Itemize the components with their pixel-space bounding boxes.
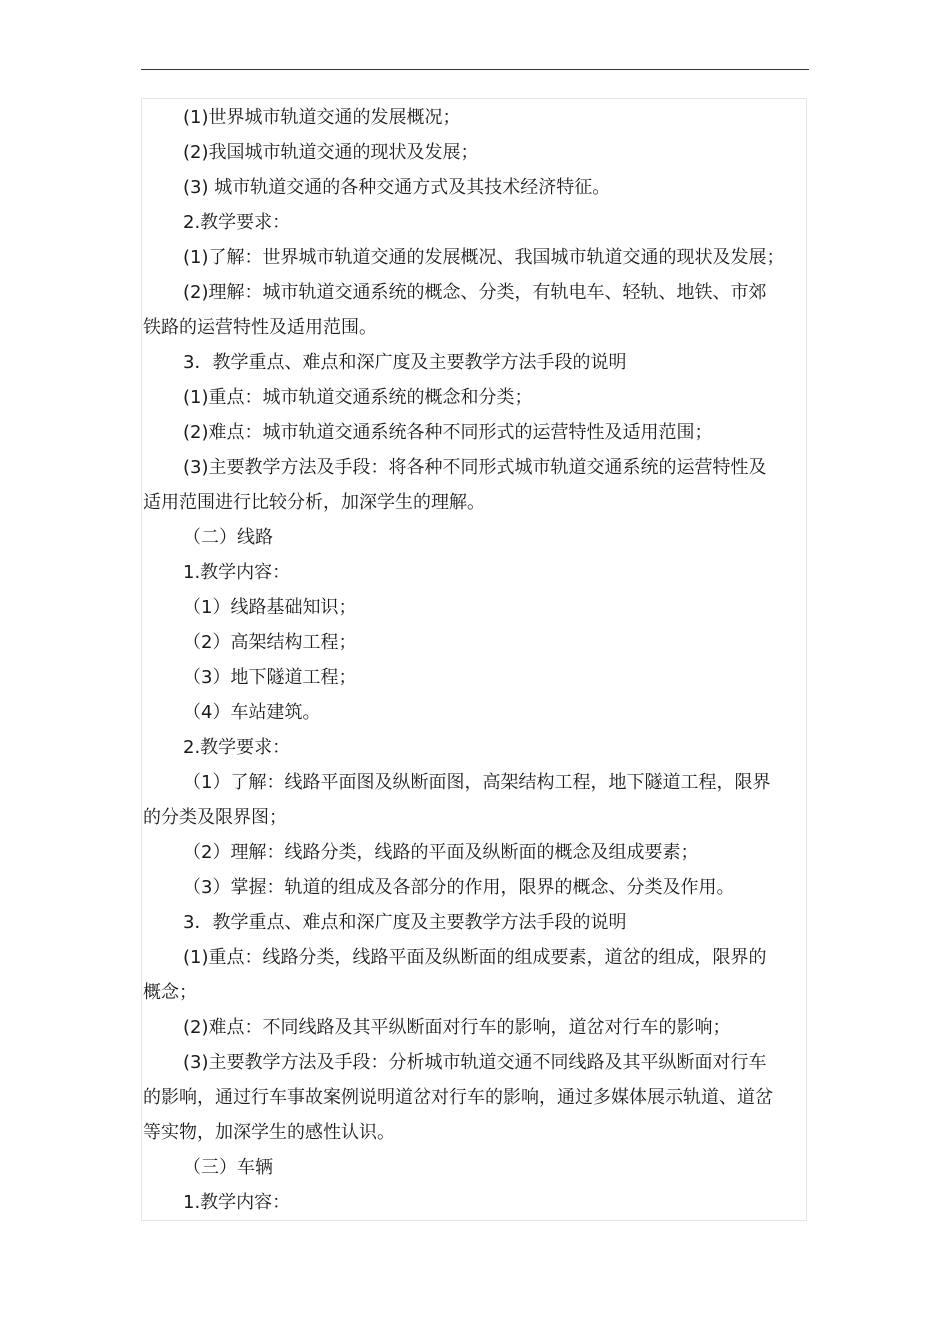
text-line: 适用范围进行比较分析，加深学生的理解。 [143, 492, 485, 513]
text-line: (3)主要教学方法及手段：将各种不同形式城市轨道交通系统的运营特性及 [183, 457, 767, 478]
section-subheading: 3．教学重点、难点和深广度及主要教学方法手段的说明 [183, 912, 627, 933]
text-line: （1）了解：线路平面图及纵断面图，高架结构工程，地下隧道工程，限界 [183, 772, 771, 793]
text-line: 等实物，加深学生的感性认识。 [143, 1122, 395, 1143]
section-subheading: 2.教学要求： [183, 737, 291, 758]
text-line: (2)难点：不同线路及其平纵断面对行车的影响，道岔对行车的影响； [183, 1017, 731, 1038]
text-line: 的影响，通过行车事故案例说明道岔对行车的影响，通过多媒体展示轨道、道岔 [143, 1087, 773, 1108]
text-line: (2)我国城市轨道交通的现状及发展； [183, 142, 479, 163]
text-line: （4）车站建筑。 [183, 702, 321, 723]
text-line: (1)重点：城市轨道交通系统的概念和分类； [183, 387, 533, 408]
text-line: （2）高架结构工程； [183, 632, 357, 653]
text-line: (1)了解：世界城市轨道交通的发展概况、我国城市轨道交通的现状及发展； [183, 247, 785, 268]
document-body [141, 98, 807, 1221]
text-line: (3)主要教学方法及手段：分析城市轨道交通不同线路及其平纵断面对行车 [183, 1052, 767, 1073]
section-heading: （二）线路 [183, 527, 273, 548]
section-subheading: 3．教学重点、难点和深广度及主要教学方法手段的说明 [183, 352, 627, 373]
text-line: （2）理解：线路分类，线路的平面及纵断面的概念及组成要素； [183, 842, 699, 863]
section-subheading: 1.教学内容： [183, 1192, 291, 1213]
text-line: 的分类及限界图； [143, 807, 287, 828]
text-line: (3) 城市轨道交通的各种交通方式及其技术经济特征。 [183, 177, 611, 198]
text-line: (2)难点：城市轨道交通系统各种不同形式的运营特性及适用范围； [183, 422, 713, 443]
text-line: （1）线路基础知识； [183, 597, 357, 618]
text-line: (2)理解：城市轨道交通系统的概念、分类，有轨电车、轻轨、地铁、市郊 [183, 282, 767, 303]
section-heading: （三）车辆 [183, 1157, 273, 1178]
text-line: (1)重点：线路分类，线路平面及纵断面的组成要素，道岔的组成，限界的 [183, 947, 767, 968]
section-subheading: 2.教学要求： [183, 212, 291, 233]
text-line: 铁路的运营特性及适用范围。 [143, 317, 377, 338]
header-rule [141, 69, 809, 70]
text-line: (1)世界城市轨道交通的发展概况； [183, 107, 461, 128]
text-line: 概念； [143, 982, 197, 1003]
section-subheading: 1.教学内容： [183, 562, 291, 583]
text-line: （3）地下隧道工程； [183, 667, 357, 688]
text-line: （3）掌握：轨道的组成及各部分的作用，限界的概念、分类及作用。 [183, 877, 735, 898]
